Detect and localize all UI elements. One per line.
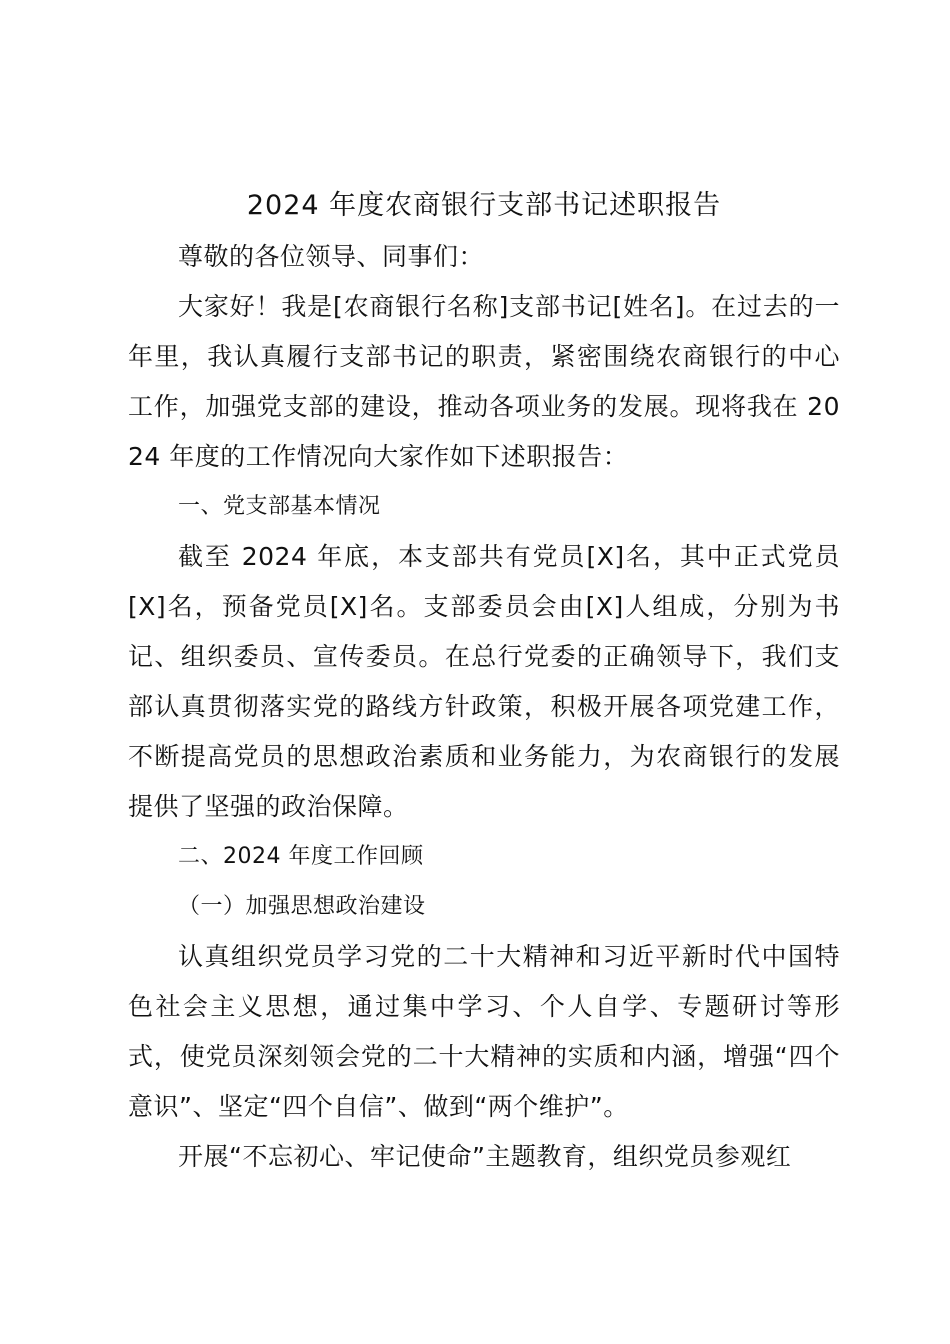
basic-info-paragraph: 截至 2024 年底，本支部共有党员[X]名，其中正式党员[X]名，预备党员[X]名。支部委员会由[X]人组成，分别为书记、组织委员、宣传委员。在总行党委的正确领导下，我们支部认真贯彻落实党的路线方针政策，积极开展各项党建工作，不断提高党员的思想政治素质和业务能力，为农商银行的发展提供了坚强的政治保障。 — [128, 542, 840, 821]
ideology-paragraph-1: 认真组织党员学习党的二十大精神和习近平新时代中国特色社会主义思想，通过集中学习、个人自学、专题研讨等形式，使党员深刻领会党的二十大精神的实质和内涵，增强“四个意识”、坚定“四个自信”、做到“两个维护”。 — [128, 942, 840, 1121]
document-title: 2024 年度农商银行支部书记述职报告 — [246, 190, 722, 221]
document-page — [128, 186, 840, 1182]
salutation: 尊敬的各位领导、同事们： — [178, 242, 485, 271]
subsection-heading-ideology: （一）加强思想政治建设 — [178, 894, 426, 919]
ideology-paragraph-2: 开展“不忘初心、牢记使命”主题教育，组织党员参观红 — [178, 1142, 792, 1171]
intro-paragraph: 大家好！我是[农商银行名称]支部书记[姓名]。在过去的一年里，我认真履行支部书记的职责，紧密围绕农商银行的中心工作，加强党支部的建设，推动各项业务的发展。现将我在 2024 年度的工作情况向大家作如下述职报告： — [128, 292, 840, 471]
section-heading-basic-info: 一、党支部基本情况 — [178, 494, 381, 519]
section-heading-work-review: 二、2024 年度工作回顾 — [178, 844, 424, 869]
